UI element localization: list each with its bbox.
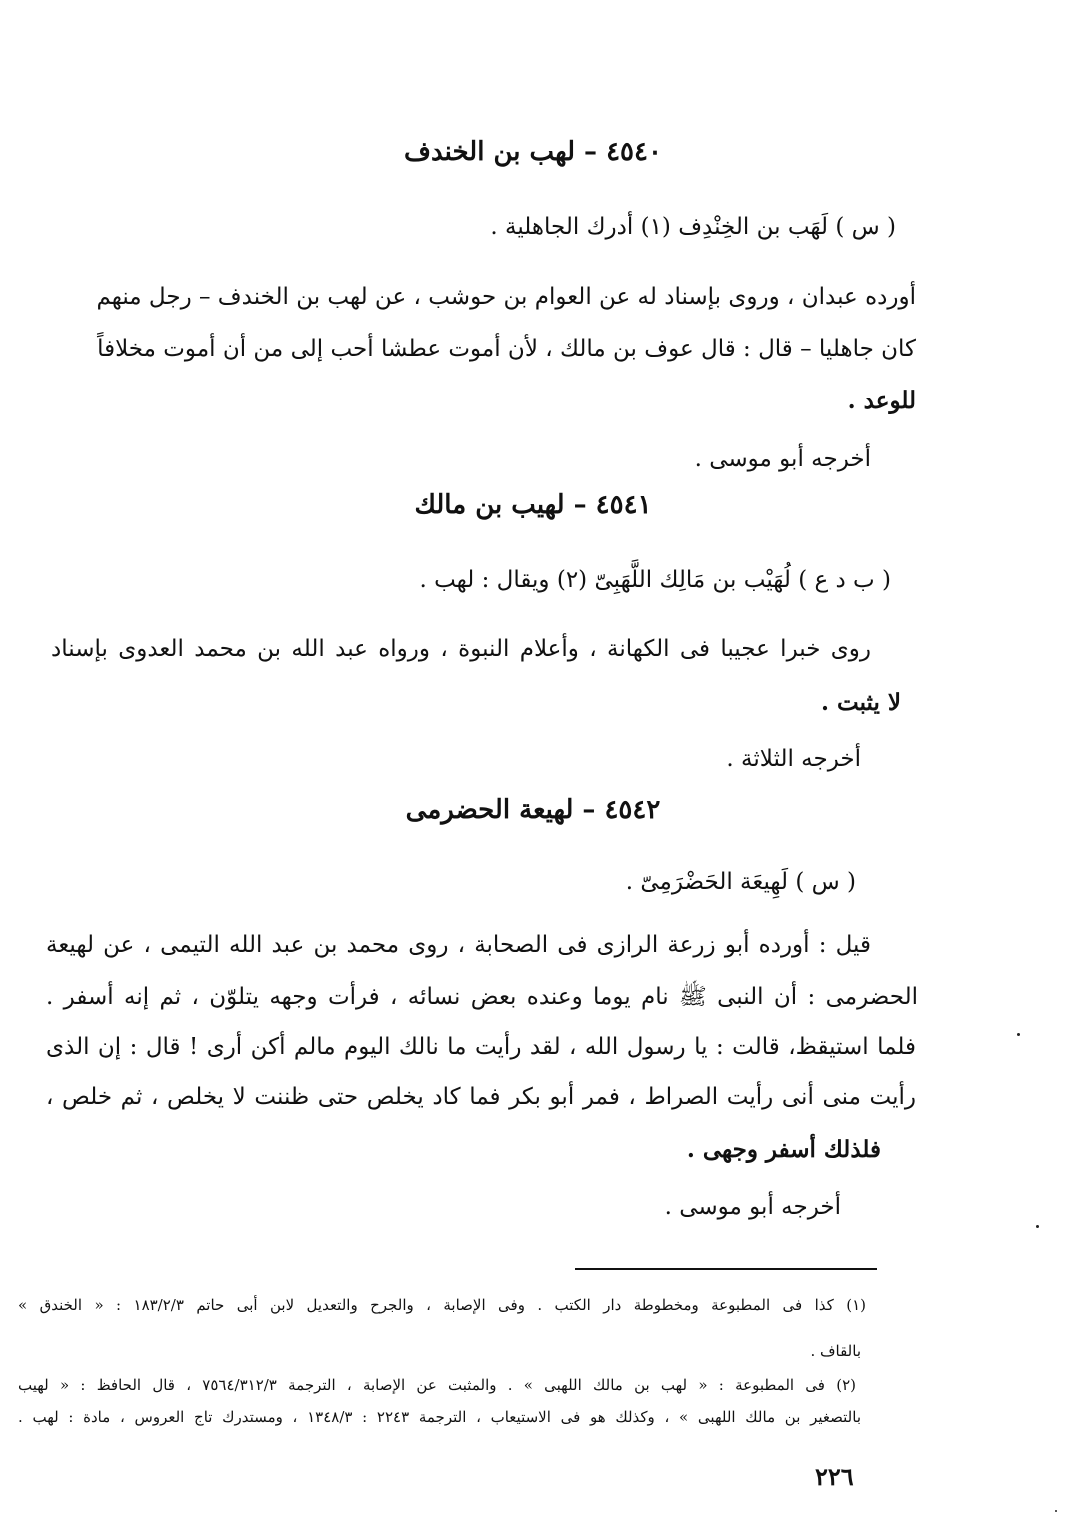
- body-line: فلما استيقظ، قالت : يا رسول الله ، لقد رأيت ما نالك اليوم مالم أكن أرى ! قال : إن الذى: [46, 1034, 916, 1060]
- footnote-line: (٢) فى المطبوعة : « لهب بن مالك اللهبى » . والمثبت عن الإصابة ، الترجمة ٧٥٦٤/٣١٢/٣ ، قال الحافظ : « لهيب: [18, 1376, 856, 1394]
- entry-header-line: ( س ) لَهَب بن الخِنْدِف (١) أدرك الجاهلية .: [490, 214, 896, 240]
- entry-title-4542: ٤٥٤٢ – لهيعة الحضرمى: [405, 795, 661, 825]
- body-line: قيل : أورده أبو زرعة الرازى فى الصحابة ، روى محمد بن عبد الله التيمى ، عن لهيعة: [46, 932, 871, 958]
- footnote-line: بالقاف .: [810, 1342, 861, 1360]
- body-line: للوعد .: [847, 387, 916, 414]
- entry-header-line: ( س ) لَهِيعَة الحَضْرَمِىّ .: [625, 869, 856, 895]
- scan-speck: [1055, 1510, 1057, 1512]
- body-line: لا يثبت .: [820, 689, 901, 716]
- body-line: روى خبرا عجيبا فى الكهانة ، وأعلام النبوة ، ورواه عبد الله بن محمد العدوى بإسناد: [51, 636, 871, 662]
- body-line: الحضرمى : أن النبى ﷺ نام يوما وعنده بعض نسائه ، فرأت وجهه يتلوّن ، ثم إنه أسفر .: [46, 984, 918, 1010]
- entry-title-4541: ٤٥٤١ – لهيب بن مالك: [414, 490, 652, 520]
- body-line: رأيت منى أنى رأيت الصراط ، فمر أبو بكر فما كاد يخلص حتى ظننت لا يخلص ، ثم خلص ،: [46, 1084, 916, 1110]
- entry-header-line: ( ب د ع ) لُهَيْب بن مَالِك اللَّهَبِىّ (٢) ويقال : لهب .: [419, 567, 891, 593]
- body-line: كان جاهليا – قال : قال عوف بن مالك ، لأن أموت عطشا أحب إلى من أن أموت مخلافاً: [97, 336, 916, 362]
- entry-attribution: أخرجه أبو موسى .: [664, 1194, 841, 1220]
- footnote-separator: [575, 1268, 877, 1270]
- entry-attribution: أخرجه أبو موسى .: [694, 446, 871, 472]
- entry-title-4540: ٤٥٤٠ – لهب بن الخندف: [404, 137, 662, 167]
- footnote-line: بالتصغير بن مالك اللهبى » ، وكذلك هو فى الاستيعاب ، الترجمة ٢٢٤٣ : ١٣٤٨/٣ ، ومستدرك تاج العروس ، مادة : لهب .: [18, 1408, 861, 1426]
- body-line: فلذلك أسفر وجهى .: [686, 1136, 881, 1163]
- body-line: أورده عبدان ، وروى بإسناد له عن العوام بن حوشب ، عن لهب بن الخندف – رجل منهم: [96, 284, 916, 310]
- page-number: ٢٢٦: [815, 1462, 854, 1491]
- scan-speck: [1017, 1033, 1020, 1036]
- scan-speck: [1036, 1225, 1039, 1228]
- footnote-line: (١) كذا فى المطبوعة ومخطوطة دار الكتب . وفى الإصابة ، والجرح والتعديل لابن أبى حاتم ١٨٣/٢/٣ : « الخندق »: [18, 1296, 866, 1314]
- entry-attribution: أخرجه الثلاثة .: [726, 746, 861, 772]
